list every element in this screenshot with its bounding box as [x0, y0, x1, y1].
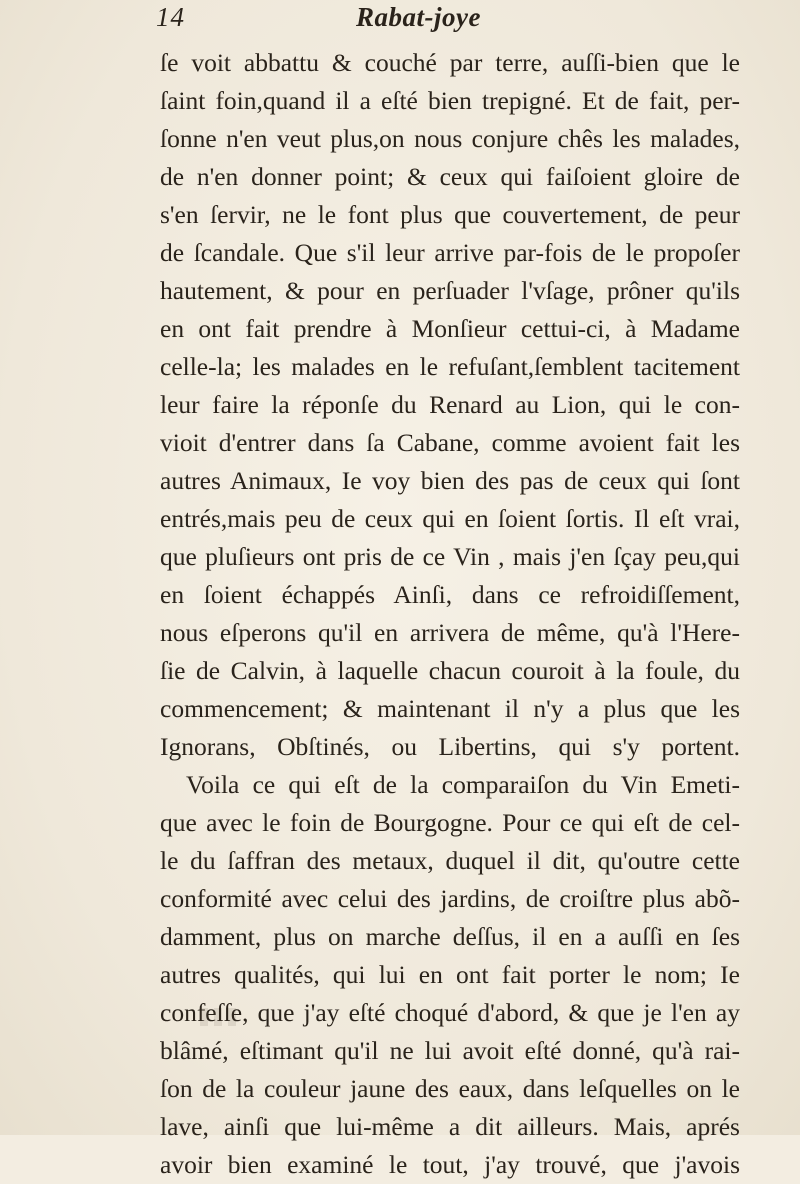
text-line: ſaint foin,quand il a eſté bien trepigné. Et de fait, per-: [160, 86, 740, 115]
text-line: hautement, & pour en perſuader l'vſage, prôner qu'ils: [160, 276, 740, 305]
text-line: entrés,mais peu de ceux qui en ſoient ſortis. Il eſt vrai,: [160, 504, 740, 533]
text-line: lave, ainſi que lui-même a dit ailleurs. Mais, aprés: [160, 1112, 740, 1141]
page-number: 14: [156, 2, 185, 32]
text-line: en ont fait prendre à Monſieur cettui-ci, à Madame: [160, 314, 740, 343]
text-line: de n'en donner point; & ceux qui faiſoient gloire de: [160, 162, 740, 191]
text-line: s'en ſervir, ne le font plus que couvertement, de peur: [160, 200, 740, 229]
text-line: celle-la; les malades en le refuſant,ſemblent tacitement: [160, 352, 740, 381]
text-line: damment, plus on marche deſſus, il en a auſſi en ſes: [160, 922, 740, 951]
text-line: Ignorans, Obſtinés, ou Libertins, qui s'y portent.: [160, 732, 740, 761]
text-line: que pluſieurs ont pris de ce Vin , mais j'en ſçay peu,qui: [160, 542, 740, 571]
text-line: vioit d'entrer dans ſa Cabane, comme avoient fait les: [160, 428, 740, 457]
text-line: avoir bien examiné le tout, j'ay trouvé, que j'avois: [160, 1150, 740, 1179]
text-line: ſon de la couleur jaune des eaux, dans leſquelles on le: [160, 1074, 740, 1103]
text-line: que avec le foin de Bourgogne. Pour ce qui eſt de cel-: [160, 808, 740, 837]
text-line: le du ſaffran des metaux, duquel il dit, qu'outre cette: [160, 846, 740, 875]
text-line: ſie de Calvin, à laquelle chacun couroit à la foule, du: [160, 656, 740, 685]
running-title: Rabat-joye: [356, 2, 481, 32]
text-line: nous eſperons qu'il en arrivera de même, qu'à l'Here-: [160, 618, 740, 647]
text-line: de ſcandale. Que s'il leur arrive par-fois de le propoſer: [160, 238, 740, 267]
text-line: conformité avec celui des jardins, de croiſtre plus abõ-: [160, 884, 740, 913]
text-line: confeſſe, que j'ay eſté choqué d'abord, & que je l'en ay: [160, 998, 740, 1027]
text-line: ſonne n'en veut plus,on nous conjure chês les malades,: [160, 124, 740, 153]
text-line: blâmé, eſtimant qu'il ne lui avoit eſté donné, qu'à rai-: [160, 1036, 740, 1065]
text-line: ſe voit abbattu & couché par terre, auſſi-bien que le: [160, 48, 740, 77]
text-line: en ſoient échappés Ainſi, dans ce refroidiſſement,: [160, 580, 740, 609]
text-line: autres qualités, qui lui en ont fait porter le nom; Ie: [160, 960, 740, 989]
text-line: autres Animaux, Ie voy bien des pas de ceux qui ſont: [160, 466, 740, 495]
text-line: commencement; & maintenant il n'y a plus que les: [160, 694, 740, 723]
page-header: [156, 2, 746, 42]
text-line: leur faire la réponſe du Renard au Lion, qui le con-: [160, 390, 740, 419]
paragraph-start-line: Voila ce qui eſt de la comparaiſon du Vin Emeti-: [186, 770, 740, 799]
ink-bleed-through: [200, 1008, 320, 1048]
